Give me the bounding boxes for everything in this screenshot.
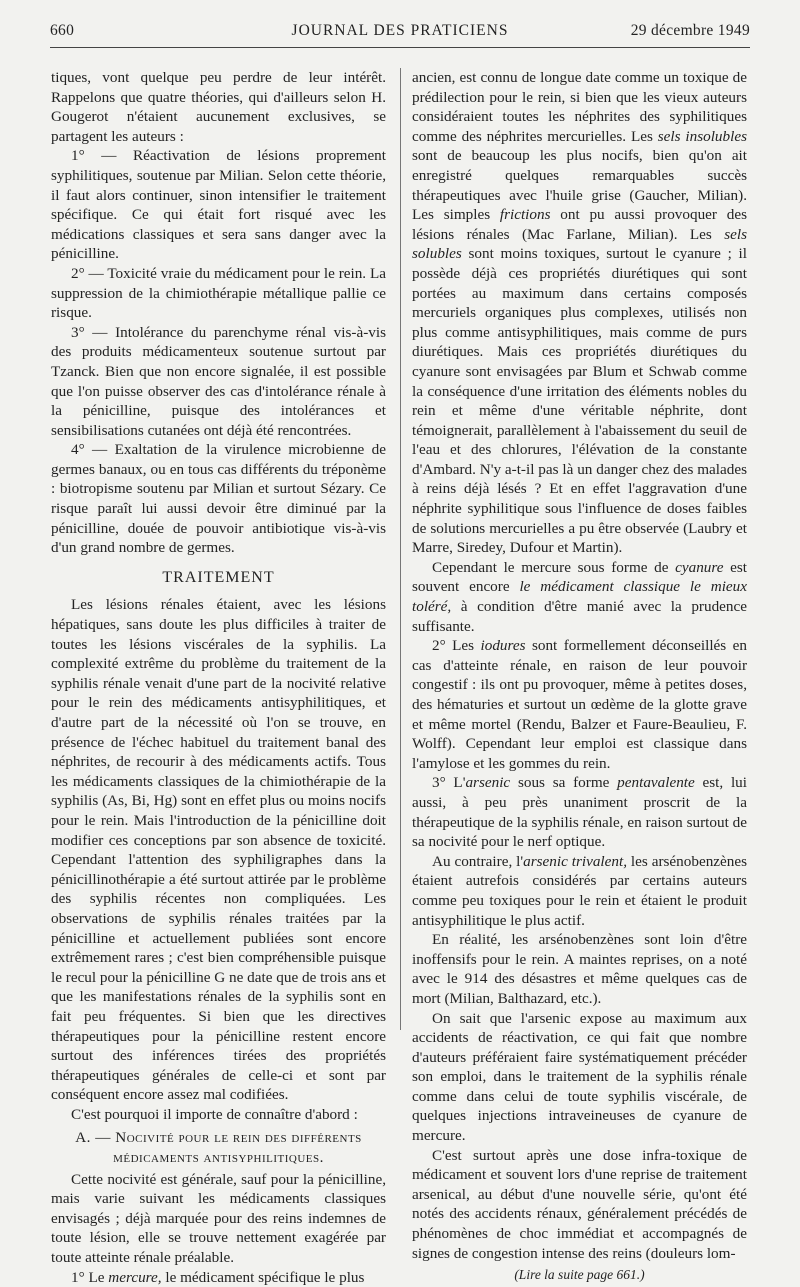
emphasis: mercure,: [108, 1268, 162, 1286]
continued-note: (Lire la suite page 661.): [514, 1267, 645, 1283]
page-number: 660: [50, 22, 75, 39]
emphasis: le médicament classique le mieux toléré,: [412, 578, 747, 616]
emphasis: pentavalente: [617, 774, 695, 792]
paragraph: 2° — Toxicité vraie du médicament pour le rein. La suppression de la chimiothérapie métallique pallie ce risque.: [51, 264, 386, 322]
page-header: [50, 22, 750, 48]
text-run: 2° Les: [432, 637, 481, 655]
text-run: 1° Le: [71, 1268, 109, 1286]
text-run: Au contraire, l': [432, 852, 524, 870]
paragraph: 3° — Intolérance du parenchyme rénal vis-à-vis des produits médicamenteux soutenue surtout par Tzanck. Bien que non encore signalée, il est possible que l'on puisse observer des cas d'intolérance rénale à la pénicilline, puisque des intolérances et sensibilisations cutanées ont déjà été rencontrées.: [51, 323, 386, 439]
paragraph: [412, 636, 747, 773]
emphasis: cyanure: [675, 558, 724, 576]
issue-date: 29 décembre 1949: [630, 22, 750, 39]
paragraph: tiques, vont quelque peu perdre de leur intérêt. Rappelons que quatre théories, qui d'ailleurs selon H. Gougerot n'étaient aucunement exclusives, se partagent les auteurs :: [51, 69, 386, 145]
paragraph: En réalité, les arsénobenzènes sont loin d'être inoffensifs pour le rein. A maintes reprises, on a noté avec le 914 des désastres et même quelques cas de mort (Milian, Balthazard, etc.).: [412, 931, 747, 1007]
text-run: ont pu aussi provoquer des lésions rénales (Mac Farlane, Milian). Les: [412, 206, 747, 243]
paragraph: C'est pourquoi il importe de connaître d'abord :: [71, 1105, 358, 1123]
emphasis: sels solubles: [412, 225, 747, 263]
emphasis: sels insolubles: [657, 127, 747, 145]
text-run: 3° L': [432, 774, 466, 792]
header-rule: [50, 47, 750, 48]
section-title: TRAITEMENT: [162, 568, 275, 586]
emphasis: iodures: [480, 637, 526, 655]
text-run: sont moins toxiques, surtout le cyanure ; il possède déjà ces propriétés diurétiques qui sont portées au maximum dans certains composés mercuriels organiques plus complexes, utilisés non plus comme antisyphilitiques, mais comme de purs diurétiques. Mais ces propriétés diurétiques du cyanure sont envisagées par Blum et Schwab comme la conséquence d'une irritation des éléments nobles du rein et même d'une véritable néphrite, dont témoignerait, parallèlement à l'abaissement du seuil de l'eau et des chlorures, l'élévation de la constante d'Ambard. N'y a-t-il pas là un danger chez des malades à reins déjà lésés ? Et en effet l'aggravation d'une néphrite syphilitique sous l'influence de doses faibles de solutions mercurielles a pu être observée (Laubry et Marre, Siredey, Dufour et Martin).: [412, 245, 747, 557]
paragraph: 1° — Réactivation de lésions proprement syphilitiques, soutenue par Milian. Selon cette théorie, il faut alors continuer, sinon intensifier le traitement spécifique. Ce qui était fort risqué avec les médications classiques et sera sans danger avec la pénicilline.: [51, 147, 386, 263]
paragraph: [412, 773, 747, 851]
paragraph: Cette nocivité est générale, sauf pour la pénicilline, mais varie suivant les médicaments classiques envisagés ; déjà marquée pour des reins indemnes de toute lésion, elle se trouve nettement exagérée par toute atteinte rénale préalable.: [51, 1170, 386, 1267]
paragraph: [412, 68, 747, 558]
right-column: [412, 68, 747, 1285]
paragraph: C'est surtout après une dose infra-toxique de médicament et souvent lors d'une reprise de traitement arsenical, au début d'une nouvelle série, qu'ont été notés des accidents rénaux, généralement précédés de phénomènes de choc immédiat et accompagnés de signes de congestion intense des reins (douleurs lom-: [412, 1146, 747, 1262]
paragraph: Les lésions rénales étaient, avec les lésions hépatiques, sans doute les plus difficiles à traiter de toutes les lésions viscérales de la syphilis. La complexité extrême du problème du traitement de la syphilis rénale venait d'une part de la nocivité relative pour le rein des médicaments antisyphilitiques, et d'autre part de la nécessité où l'on se trouve, en présence de l'échec habituel du traitement banal des néphrites, de recourir à des médicaments actifs. Tous les médicaments classiques de la chimiothérapie de la syphilis (As, Bi, Hg) sont en effet plus ou moins nocifs pour le rein. Mais l'introduction de la pénicilline doit modifier ces conceptions par son absence de toxicité. Cependant l'attention des syphiligraphes dans la pénicillinothérapie a été surtout attirée par le problème des syphilis récentes non compliquées. Les observations de syphilis rénales traitées par la pénicilline et actuellement publiées sont encore extrêmement rares ; c'est bien compréhensible puisque le recul pour la pénicilline G ne date que de trois ans et que les manifestations rénales de la syphilis sont en fait peu fréquentes. Si bien que les directives thérapeutiques pour la pénicilline restent encore surtout des inférences tirées des propriétés thérapeutiques générales de celle-ci et sont par conséquent encore assez mal codifiées.: [51, 596, 386, 1104]
subheading: A. — Nocivité pour le rein des différents médicaments antisyphilitiques.: [75, 1129, 362, 1167]
text-run: est souvent encore: [412, 558, 747, 596]
paragraph: [51, 1268, 386, 1287]
paragraph: [412, 852, 747, 930]
text-run: sont de beaucoup les plus nocifs, bien qu'on ait enregistré quelques remarquables succès thérapeutiques avec l'huile grise (Gaucher, Milian). Les simples: [412, 147, 747, 224]
left-column: [51, 68, 386, 1287]
text-run: est, lui aussi, à peu près unaniment proscrit de la thérapeutique de la syphilis rénale, en raison surtout de sa nocivité pour le nerf optique.: [412, 774, 747, 851]
text-run: sont formellement déconseillés en cas d'atteinte rénale, en raison de leur pouvoir congestif : ils ont pu provoquer, même à petites doses, des hématuries et surtout un œdème de la glotte grave et même mortel (Rendu, Balzer et Faure-Beaulieu, F. Wolff). Cependant leur emploi est classique dans l'amylose et les gommes du rein.: [412, 637, 747, 772]
text-run: sous sa forme: [510, 774, 618, 792]
column-divider: [400, 68, 401, 1030]
paragraph: On sait que l'arsenic expose au maximum aux accidents de réactivation, ce qui fait que nombre d'auteurs préféraient faire systématiquement précéder son emploi, dans le traitement de la syphilis rénale comme dans celui de toute syphilis viscérale, de quelques injections intraveineuses de cyanure de mercure.: [412, 1009, 747, 1145]
text-run: à condition d'être manié avec la prudence suffisante.: [412, 598, 747, 635]
journal-title: JOURNAL DES PRATICIENS: [291, 22, 509, 39]
paragraph: [412, 558, 747, 636]
emphasis: frictions: [499, 206, 551, 224]
paragraph: 4° — Exaltation de la virulence microbienne de germes banaux, ou en tous cas différents du tréponème : biotropisme soutenu par Milian et surtout Sézary. Ce risque paraît lui aussi devoir être diminué par la pénicilline, douée de pouvoir antibiotique vis-à-vis d'un grand nombre de germes.: [51, 441, 386, 557]
emphasis: arsenic: [465, 774, 511, 792]
text-run: les arsénobenzènes étaient autrefois considérés par certains auteurs comme peu toxiques pour le rein et étaient le produit antisyphilitique le plus actif.: [412, 852, 748, 929]
text-run: ancien, est connu de longue date comme un toxique de prédilection pour le rein, si bien que les vieux auteurs considéraient toutes les néphrites des syphilitiques comme des néphrites mercurielles. Les: [412, 69, 747, 145]
text-run: Cependant le mercure sous forme de: [432, 558, 676, 576]
text-run: le médicament spécifique le plus: [161, 1268, 365, 1286]
emphasis: arsenic trivalent,: [523, 852, 628, 870]
